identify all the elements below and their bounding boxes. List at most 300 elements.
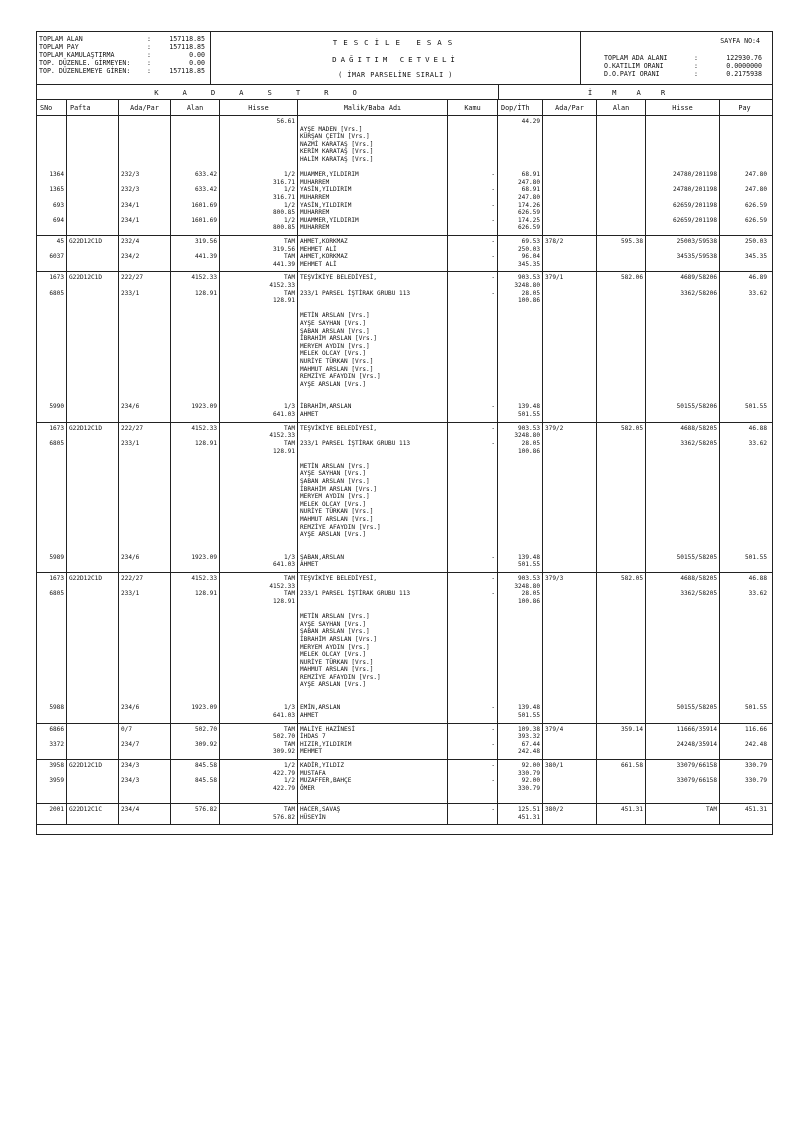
cell-line: MUAMMER,YILDIRIM [300, 216, 359, 224]
cell-line [222, 358, 295, 366]
cell-line [121, 328, 168, 336]
cell-line [173, 785, 217, 793]
cell-line [648, 651, 717, 659]
cell-line: 125.51 [517, 805, 540, 813]
cell-line [39, 478, 64, 486]
cell-line [121, 689, 168, 697]
cell-line [722, 606, 767, 614]
cell-line [722, 478, 767, 486]
cell-line: HÜSEYİN [300, 813, 326, 821]
cell-line [722, 666, 767, 674]
cell-line [222, 636, 295, 644]
cell-line: 1923.09 [191, 553, 217, 561]
cell-line: 92.00 [521, 761, 540, 769]
cell-line [450, 164, 495, 172]
cell-ialan [597, 272, 646, 421]
cell-line [121, 546, 168, 554]
cell-pafta [67, 804, 119, 824]
cell-line [450, 508, 495, 516]
cell-line [173, 320, 217, 328]
cell-line: 501.55 [517, 411, 540, 419]
cell-line: 0/7 [121, 725, 133, 733]
cell-dop [498, 272, 543, 421]
cell-line [121, 539, 168, 547]
cell-line: 1/2 [283, 777, 295, 785]
cell-sno [37, 724, 67, 759]
cell-line [300, 792, 445, 800]
cell-malik [298, 236, 448, 271]
cell-line [722, 770, 767, 778]
cell-line [648, 486, 717, 494]
cell-line: 330.79 [744, 777, 767, 785]
cell-line [222, 388, 295, 396]
ratio-row [604, 70, 762, 78]
total-value: 157118.85 [169, 35, 205, 43]
cell-line: 6805 [49, 289, 64, 297]
cell-line [39, 583, 64, 591]
cell-line [722, 141, 767, 149]
cell-line [173, 501, 217, 509]
cell-line [222, 659, 295, 667]
cell-line: 5988 [49, 704, 64, 712]
cell-line [121, 598, 168, 606]
cell-line: 845.58 [194, 761, 217, 769]
separator: : [694, 62, 698, 71]
cell-line: 128.91 [272, 597, 295, 605]
cell-ialan [597, 760, 646, 803]
cell-line [39, 486, 64, 494]
cell-line: 234/1 [121, 201, 140, 209]
cell-line [173, 621, 217, 629]
cell-line: MAHMUT ARSLAN [Vrs.] [300, 515, 374, 523]
cell-pay [720, 724, 769, 759]
cell-line [300, 598, 445, 606]
cell-line [222, 651, 295, 659]
cell-line [121, 358, 168, 366]
cell-line [450, 470, 495, 478]
cell-line [722, 644, 767, 652]
cell-line [121, 644, 168, 652]
cell-line [500, 508, 540, 516]
column-header: Hisse [220, 100, 298, 115]
cell-hisse [220, 272, 298, 421]
cell-line [222, 381, 295, 389]
total-label: TOPLAM KAMULAŞTIRMA [39, 51, 115, 60]
cell-line: G22D12C1D [69, 274, 103, 282]
cell-line [39, 224, 64, 232]
cell-line: - [491, 590, 495, 598]
cell-dop [498, 423, 543, 572]
cell-line [722, 712, 767, 720]
cell-line [648, 343, 717, 351]
cell-line [450, 659, 495, 667]
cell-line [500, 463, 540, 471]
separator: : [147, 35, 151, 43]
cell-line: G22D12C1D [69, 238, 103, 245]
cell-line: - [491, 274, 495, 282]
cell-line [300, 539, 445, 547]
column-header: Ada/Par [119, 100, 171, 115]
cell-line [648, 358, 717, 366]
cell-line [500, 133, 540, 141]
cell-line [222, 508, 295, 516]
cell-line [39, 539, 64, 547]
cell-line: 46.88 [748, 424, 767, 432]
cell-line [648, 792, 717, 800]
cell-line [722, 282, 767, 290]
cell-line: 28.05 [521, 439, 540, 447]
cell-line [173, 659, 217, 667]
cell-line [222, 320, 295, 328]
cell-line [39, 598, 64, 606]
cell-line: 422.79 [272, 784, 295, 792]
table-body [36, 116, 773, 825]
column-header: Ada/Par [543, 100, 597, 115]
cell-line [450, 681, 495, 689]
cell-line [222, 524, 295, 532]
cell-line [121, 209, 168, 217]
cell-line [500, 546, 540, 554]
cell-line [648, 539, 717, 547]
cell-line [450, 486, 495, 494]
cell-line: 3248.80 [514, 582, 540, 590]
cell-line [39, 606, 64, 614]
total-row [39, 35, 210, 43]
cell-line [500, 486, 540, 494]
cell-alan [171, 116, 220, 235]
cell-line: 247.80 [517, 178, 540, 186]
cell-line [173, 486, 217, 494]
cell-line: 222/27 [121, 274, 144, 282]
cell-line [173, 388, 217, 396]
cell-line: - [491, 761, 495, 769]
cell-line [722, 493, 767, 501]
cell-line [39, 209, 64, 217]
cell-line [173, 133, 217, 141]
cell-line [500, 366, 540, 374]
cell-line: 50155/58206 [676, 403, 717, 411]
total-label: TOPLAM ALAN [39, 35, 83, 43]
cell-line: 316.71 [272, 193, 295, 201]
cell-line: 247.80 [744, 171, 767, 179]
column-header-row [36, 100, 773, 116]
cell-ialan [597, 804, 646, 824]
cell-line [222, 141, 295, 149]
cell-line [121, 613, 168, 621]
cell-line [39, 508, 64, 516]
cell-line: 800.85 [272, 224, 295, 232]
cell-line [39, 524, 64, 532]
cell-line [450, 194, 495, 202]
cell-line: 11666/35914 [676, 725, 717, 733]
cell-ialan [597, 116, 646, 235]
cell-line [173, 689, 217, 697]
cell-line [173, 644, 217, 652]
cell-line [722, 785, 767, 793]
cell-line [173, 246, 217, 254]
column-header: Pafta [67, 100, 119, 115]
cell-line: 250.03 [744, 238, 767, 245]
cell-line [500, 606, 540, 614]
cell-line [648, 411, 717, 419]
cell-line [300, 432, 445, 440]
cell-line [450, 148, 495, 156]
cell-line [222, 546, 295, 554]
cell-line [450, 651, 495, 659]
cell-pay [720, 116, 769, 235]
cell-line [173, 335, 217, 343]
cell-line [500, 328, 540, 336]
cell-line [722, 350, 767, 358]
cell-line: MAHMUT ARSLAN [Vrs.] [300, 365, 374, 373]
cell-ihisse [646, 423, 720, 572]
cell-line: KERİM KARATAŞ [Vrs.] [300, 148, 374, 156]
block-ratios [604, 54, 762, 78]
cell-line [500, 628, 540, 636]
cell-kamu [448, 116, 498, 235]
cell-pafta [67, 116, 119, 235]
cell-line [722, 381, 767, 389]
cell-ialan [597, 724, 646, 759]
cell-line [173, 613, 217, 621]
cell-line: İBRAHİM ARSLAN [Vrs.] [300, 335, 378, 343]
cell-kamu [448, 236, 498, 271]
cell-line [222, 366, 295, 374]
cell-line: 641.03 [272, 411, 295, 419]
cell-line: MERYEM AYDIN [Vrs.] [300, 342, 370, 350]
cell-malik [298, 804, 448, 824]
separator: : [694, 70, 698, 79]
cell-line [500, 644, 540, 652]
cell-line [722, 748, 767, 756]
cell-line [450, 297, 495, 305]
cell-line [722, 733, 767, 741]
cell-line: 28.05 [521, 590, 540, 598]
cell-line [121, 455, 168, 463]
cell-line: 250.03 [517, 245, 540, 253]
table-row-group [36, 724, 773, 760]
cell-line [173, 792, 217, 800]
cell-line [450, 133, 495, 141]
cell-line: 501.55 [517, 561, 540, 569]
cell-line [648, 516, 717, 524]
cell-line [648, 312, 717, 320]
cell-line: 3248.80 [514, 432, 540, 440]
cell-line: 1/2 [283, 216, 295, 224]
cell-line: 234/6 [121, 704, 140, 712]
cell-line [222, 644, 295, 652]
cell-line [222, 493, 295, 501]
cell-line: MUHARREM [300, 224, 330, 232]
cell-line [500, 792, 540, 800]
cell-line [222, 305, 295, 313]
cell-sno [37, 760, 67, 803]
cell-line [121, 373, 168, 381]
cell-line: NURİYE TÜRKAN [Vrs.] [300, 508, 374, 516]
cell-line [121, 396, 168, 404]
cell-line [450, 463, 495, 471]
cell-malik [298, 272, 448, 421]
cell-ihisse [646, 804, 720, 824]
cell-line: 3362/58206 [680, 289, 717, 297]
cell-line: TAM [283, 590, 295, 598]
total-value: 157118.85 [169, 67, 205, 76]
cell-line [722, 455, 767, 463]
cell-line [450, 118, 495, 126]
cell-line [648, 666, 717, 674]
cell-line: TAM [283, 725, 295, 733]
cell-pafta [67, 423, 119, 572]
cell-line [121, 388, 168, 396]
cell-line: 139.48 [517, 553, 540, 561]
cell-line [222, 478, 295, 486]
cell-line [39, 328, 64, 336]
cell-line [500, 651, 540, 659]
cell-line: MERYEM AYDIN [Vrs.] [300, 643, 370, 651]
cell-line [222, 486, 295, 494]
cell-line [599, 261, 643, 269]
cell-pay [720, 804, 769, 824]
cell-line [722, 224, 767, 232]
cell-line: - [491, 253, 495, 261]
cell-line [39, 697, 64, 705]
cell-line [648, 561, 717, 569]
cell-line [722, 164, 767, 172]
cell-line [722, 561, 767, 569]
cell-line [500, 141, 540, 149]
cell-line: 4688/58205 [680, 575, 717, 583]
total-row [39, 67, 210, 75]
cell-line: G22D12C1D [69, 761, 103, 769]
cell-line [648, 770, 717, 778]
cell-line [173, 455, 217, 463]
cell-line [648, 583, 717, 591]
cell-line [39, 179, 64, 187]
cell-line [450, 524, 495, 532]
cell-line: İBRAHİM ARSLAN [Vrs.] [300, 485, 378, 493]
cell-line: 1601.69 [191, 201, 217, 209]
cell-line: 6805 [49, 439, 64, 447]
ratio-label: TOPLAM ADA ALANI [604, 54, 668, 62]
cell-line [648, 179, 717, 187]
column-header: Hisse [646, 100, 720, 115]
cell-line [500, 381, 540, 389]
cell-line [450, 305, 495, 313]
cell-line [39, 748, 64, 756]
cell-line [39, 659, 64, 667]
cell-line: HACER,SAVAŞ [300, 805, 341, 813]
table-footer-row [36, 825, 773, 835]
cell-line: 232/3 [121, 186, 140, 194]
cell-line [173, 712, 217, 720]
cell-line: - [491, 238, 495, 245]
cell-line [173, 373, 217, 381]
column-header: Alan [597, 100, 646, 115]
cell-pafta [67, 272, 119, 421]
cell-line [173, 628, 217, 636]
cell-line: 380/2 [545, 805, 564, 813]
cell-line [722, 621, 767, 629]
cell-line: 6037 [49, 253, 64, 261]
cell-alan [171, 724, 220, 759]
cell-line: 46.89 [748, 274, 767, 282]
cell-line: 232/4 [121, 238, 140, 245]
cell-line [500, 493, 540, 501]
report-title-block [211, 32, 581, 84]
cell-line [39, 628, 64, 636]
cell-line [500, 666, 540, 674]
cell-line [450, 531, 495, 539]
cell-line [500, 455, 540, 463]
cell-line [500, 524, 540, 532]
cell-line [599, 253, 643, 261]
cell-line [39, 126, 64, 134]
cell-line [722, 546, 767, 554]
cell-line [173, 770, 217, 778]
cell-line [722, 194, 767, 202]
cell-hisse [220, 423, 298, 572]
cell-line: 1673 [49, 274, 64, 282]
cell-line [722, 246, 767, 254]
table-row-group [36, 760, 773, 804]
cell-line: 1/2 [283, 761, 295, 769]
cell-line [39, 651, 64, 659]
cell-line: 174.26 [517, 201, 540, 209]
cell-line [173, 141, 217, 149]
cell-line [39, 148, 64, 156]
cell-line [121, 350, 168, 358]
cell-line: MEHMET [300, 748, 323, 756]
cell-line [500, 350, 540, 358]
cell-line [39, 636, 64, 644]
cell-line: 3248.80 [514, 281, 540, 289]
cell-malik [298, 423, 448, 572]
cell-line [121, 141, 168, 149]
cell-line [648, 501, 717, 509]
cell-line: - [491, 439, 495, 447]
cell-kamu [448, 724, 498, 759]
cell-line: 116.66 [744, 725, 767, 733]
cell-line [648, 381, 717, 389]
cell-line [500, 681, 540, 689]
cell-ihisse [646, 272, 720, 421]
cell-line [222, 613, 295, 621]
cell-line: TAM [283, 439, 295, 447]
cell-line [222, 133, 295, 141]
cell-line [648, 508, 717, 516]
cell-hisse [220, 116, 298, 235]
total-row [39, 43, 210, 51]
cell-line: AYŞE ARSLAN [Vrs.] [300, 531, 367, 539]
distribution-sheet [36, 31, 773, 835]
cell-hisse [220, 804, 298, 824]
total-label: TOP. DÜZENLEMEYE GİREN: [39, 67, 131, 76]
cell-line [545, 261, 594, 269]
cell-line: AHMET,KORKMAZ [300, 253, 348, 261]
cell-line: 233/1 [121, 289, 140, 297]
cell-line [173, 282, 217, 290]
cell-line [648, 305, 717, 313]
cell-sno [37, 804, 67, 824]
cell-line [39, 320, 64, 328]
cell-line [722, 448, 767, 456]
cell-line [648, 448, 717, 456]
cell-line: 100.86 [517, 597, 540, 605]
report-note: ( İMAR PARSELİNE SIRALI ) [338, 71, 453, 79]
cell-line: 233/1 PARSEL İŞTİRAK GRUBU 113 [300, 439, 411, 447]
cell-line [39, 305, 64, 313]
cell-line: 234/7 [121, 740, 140, 748]
